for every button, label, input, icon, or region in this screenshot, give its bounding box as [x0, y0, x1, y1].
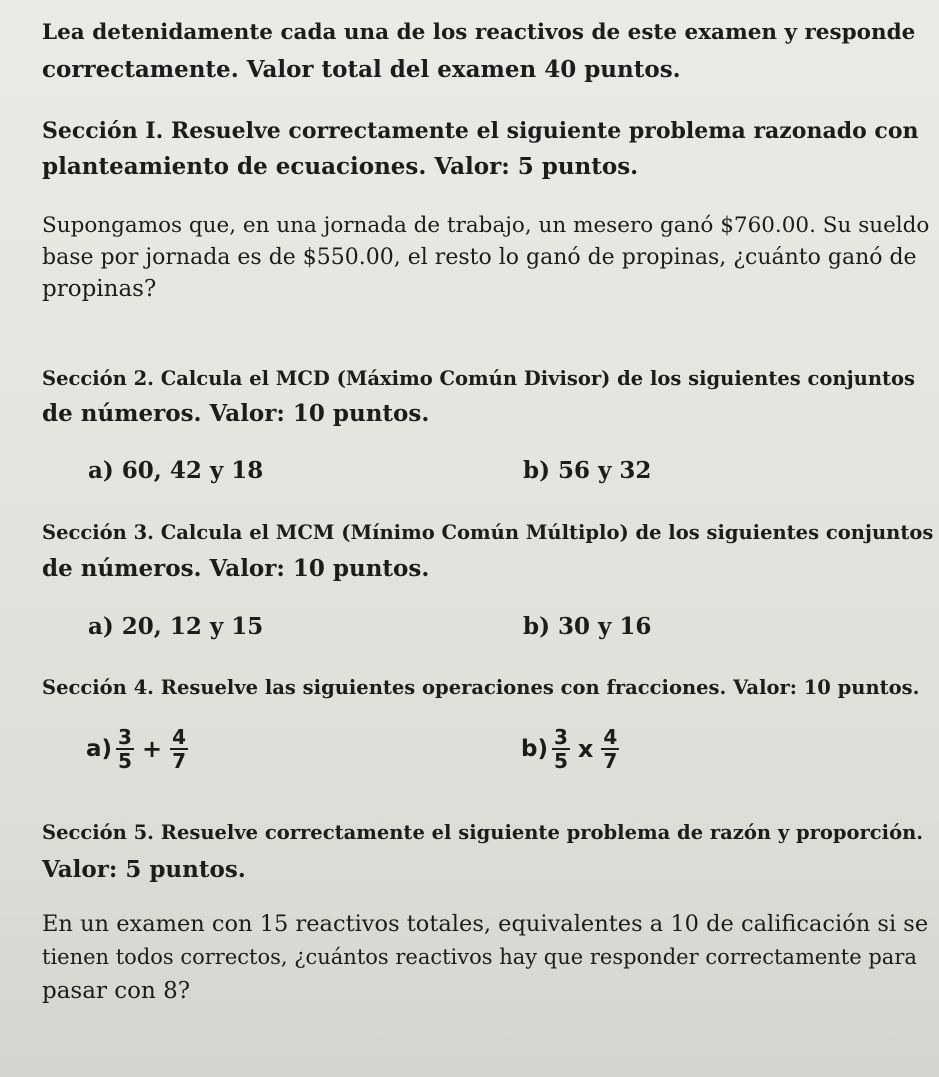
fraction-numerator: 3: [118, 725, 132, 749]
section1-title-line-1: Sección I. Resuelve correctamente el siguiente problema razonado con: [42, 118, 919, 144]
section3-title-line-2: de números. Valor: 10 puntos.: [42, 555, 430, 582]
section5-problem-line-2: tienen todos correctos, ¿cuántos reactivos hay que responder correctamente para: [42, 945, 917, 969]
section1-problem-line-3: propinas?: [42, 276, 157, 302]
section1-problem-line-1: Supongamos que, en una jornada de trabajo, un mesero ganó $760.00. Su sueldo: [42, 213, 930, 238]
fraction-a-2: [170, 726, 188, 772]
section2-item-a: a) 60, 42 y 18: [88, 457, 264, 484]
section4-title: Sección 4. Resuelve las siguientes operaciones con fracciones. Valor: 10 puntos.: [42, 676, 920, 699]
section2-item-b: b) 56 y 32: [523, 457, 652, 484]
fraction-b-1: [552, 726, 570, 772]
section1-title-line-2: planteamiento de ecuaciones. Valor: 5 puntos.: [42, 153, 639, 180]
fraction-a-1: [116, 726, 134, 772]
fraction-b-2: [601, 726, 619, 772]
fraction-numerator: 3: [553, 725, 568, 749]
section4-item-a-label: a): [86, 736, 113, 762]
fraction-denominator: 5: [118, 749, 132, 773]
section5-problem-line-3: pasar con 8?: [42, 978, 191, 1004]
section4-item-b: [521, 726, 623, 772]
intro-line-2: correctamente. Valor total del examen 40 puntos.: [42, 56, 681, 83]
section4-item-a: [86, 726, 192, 772]
fraction-numerator: 4: [172, 725, 186, 749]
intro-line-1: Lea detenidamente cada una de los reactivos de este examen y responde: [42, 20, 916, 45]
section5-title-line-2: Valor: 5 puntos.: [42, 856, 246, 883]
fraction-denominator: 7: [603, 749, 618, 773]
section2-title-line-1: Sección 2. Calcula el MCD (Máximo Común Divisor) de los siguientes conjuntos: [42, 367, 915, 390]
fraction-numerator: 4: [603, 725, 618, 749]
fraction-denominator: 5: [553, 749, 568, 773]
fraction-denominator: 7: [172, 749, 186, 773]
section5-problem-line-1: En un examen con 15 reactivos totales, equivalentes a 10 de calificación si se: [42, 911, 929, 937]
section5-title-line-1: Sección 5. Resuelve correctamente el siguiente problema de razón y proporción.: [42, 821, 924, 844]
section2-title-line-2: de números. Valor: 10 puntos.: [42, 400, 430, 427]
section1-problem-line-2: base por jornada es de $550.00, el resto lo ganó de propinas, ¿cuánto ganó de: [42, 245, 917, 270]
section3-item-a: a) 20, 12 y 15: [88, 613, 264, 640]
times-operator: x: [577, 735, 594, 763]
section3-title-line-1: Sección 3. Calcula el MCM (Mínimo Común Múltiplo) de los siguientes conjuntos: [42, 521, 934, 544]
section3-item-b: b) 30 y 16: [523, 613, 652, 640]
section4-item-b-label: b): [521, 736, 548, 762]
plus-operator: +: [141, 735, 163, 763]
